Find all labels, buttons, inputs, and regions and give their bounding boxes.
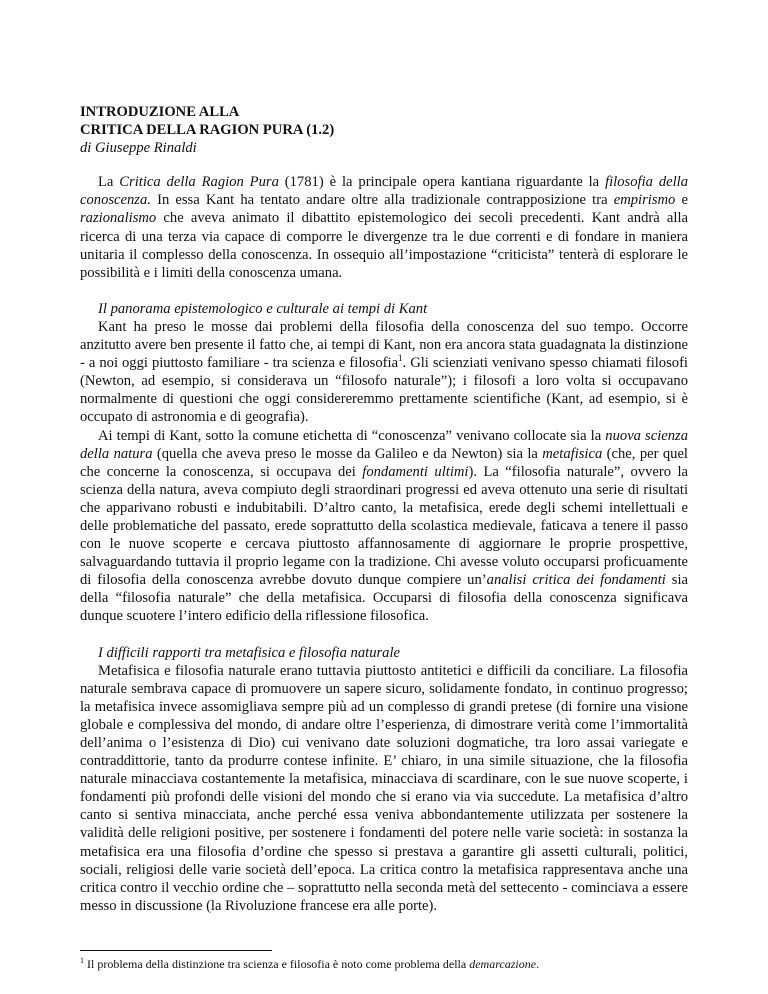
footnote-divider (80, 950, 272, 951)
footnote: $^1$ Il problema della distinzione tra scienza e filosofia è noto come problema della demarcazione. (80, 956, 540, 971)
footnote-number: 1 (80, 956, 84, 965)
section-epistemological-panorama (80, 300, 688, 626)
section-metaphysics-relations (80, 644, 688, 915)
document-body (80, 103, 688, 933)
title-line-2: CRITICA DELLA RAGION PURA (1.2) (80, 122, 335, 139)
footnote-ref[interactable]: 1 (398, 353, 403, 364)
intro-section (80, 173, 688, 282)
paragraph: Ai tempi di Kant, sotto la comune etichetta di “conoscenza” venivano collocate sia la nuova scienza della natura (quella che aveva preso le mosse da Galileo e da Newton) sia la metafisica (che, per quel che concerne la conoscenza, si occupava dei fondamenti ultimi). La “filosofia naturale”, ovvero la scienza della natura, aveva compiuto degli straordinari progressi ed aveva ottenuto una serie di risultati che apparivano robusti e indubitabili. D’altro canto, la metafisica, erede degli schemi intellettuali e delle problematiche del passato, erede soprattutto della scolastica medievale, faticava a tenere il passo con le nuove scoperte e cercava piuttosto affannosamente di aggiornare le proprie prospettive, salvaguardando tuttavia il proprio legame con la tradizione. Chi avesse voluto occuparsi proficuamente di filosofia della conoscenza avrebbe dovuto dunque compiere un’analisi critica dei fondamenti sia della “filosofia naturale” che della metafisica. Occuparsi di filosofia della conoscenza significava dunque scuotere l’intero edificio della riflessione filosofica. (80, 427, 689, 625)
document-title (80, 103, 688, 139)
paragraph: Metafisica e filosofia naturale erano tuttavia piuttosto antitetici e difficili da conciliare. La filosofia naturale sembrava capace di promuovere un sapere sicuro, solidamente fondato, in continuo progresso; la metafisica invece assomigliava sempre più ad un complesso di grandi pretese (di fornire una visione globale e complessiva del mondo, di andare oltre l’esperienza, di dimostrare verità come l’immortalità dell’anima o l’esistenza di Dio) cui venivano date soluzioni dogmatiche, tra loro assai variegate e contraddittorie, tanto da produrre contese infinite. E’ chiaro, in una simile situazione, che la filosofia naturale minacciava costantemente la metafisica, minacciava di scardinare, con le sue nuove scoperte, i fondamenti più profondi delle visioni del mondo che si erano via via succedute. La metafisica d’altro canto si sentiva minacciata, anche perché essa veniva abbondantemente utilizzata per sostenere la validità delle religioni positive, per sostenere i fondamenti del potere nelle varie società: in sostanza la metafisica era una filosofia d’ordine che spesso si prestava a garantire gli assetti culturali, politici, sociali, religiosi delle varie società dell’epoca. La critica contro la metafisica rappresentava anche una critica contro il vecchio ordine che – soprattutto nella seconda metà del settecento - cominciava a essere messo in discussione (la Rivoluzione francese era alle porte). (80, 662, 688, 914)
section-heading: Il panorama epistemologico e culturale ai tempi di Kant (98, 300, 428, 317)
author-byline: di Giuseppe Rinaldi (80, 140, 197, 157)
intro-paragraph: La Critica della Ragion Pura (1781) è la principale opera kantiana riguardante la filosofia della conoscenza. In essa Kant ha tentato andare oltre alla tradizionale contrapposizione tra empirismo e razionalismo che aveva animato il dibattito epistemologico dei secoli precedenti. Kant andrà alla ricerca di una terza via capace di comporre le divergenze tra le due correnti e di fondare in maniera unitaria il complesso della conoscenza. In ossequio all’impostazione “criticista” tenterà di esplorare le possibilità e i limiti della conoscenza umana. (80, 174, 689, 281)
title-line-1: INTRODUZIONE ALLA (80, 104, 240, 120)
paragraph: Kant ha preso le mosse dai problemi della filosofia della conoscenza del suo tempo. Occorre anzitutto avere ben presente il fatto che, ai tempi di Kant, non era ancora stata guadagnata la distinzione - a noi oggi piuttosto familiare - tra scienza e filosofia$^1$. Gli scienziati venivano spesso chiamati filosofi (Newton, ad esempio, si considerava un “filosofo naturale”); i filosofi a loro volta si occupavano normalmente di questioni che oggi considereremmo prettamente scientifiche (Kant, ad esempio, si è occupato di astronomia e di geografia). (80, 318, 688, 426)
section-heading: I difficili rapporti tra metafisica e filosofia naturale (98, 644, 401, 661)
